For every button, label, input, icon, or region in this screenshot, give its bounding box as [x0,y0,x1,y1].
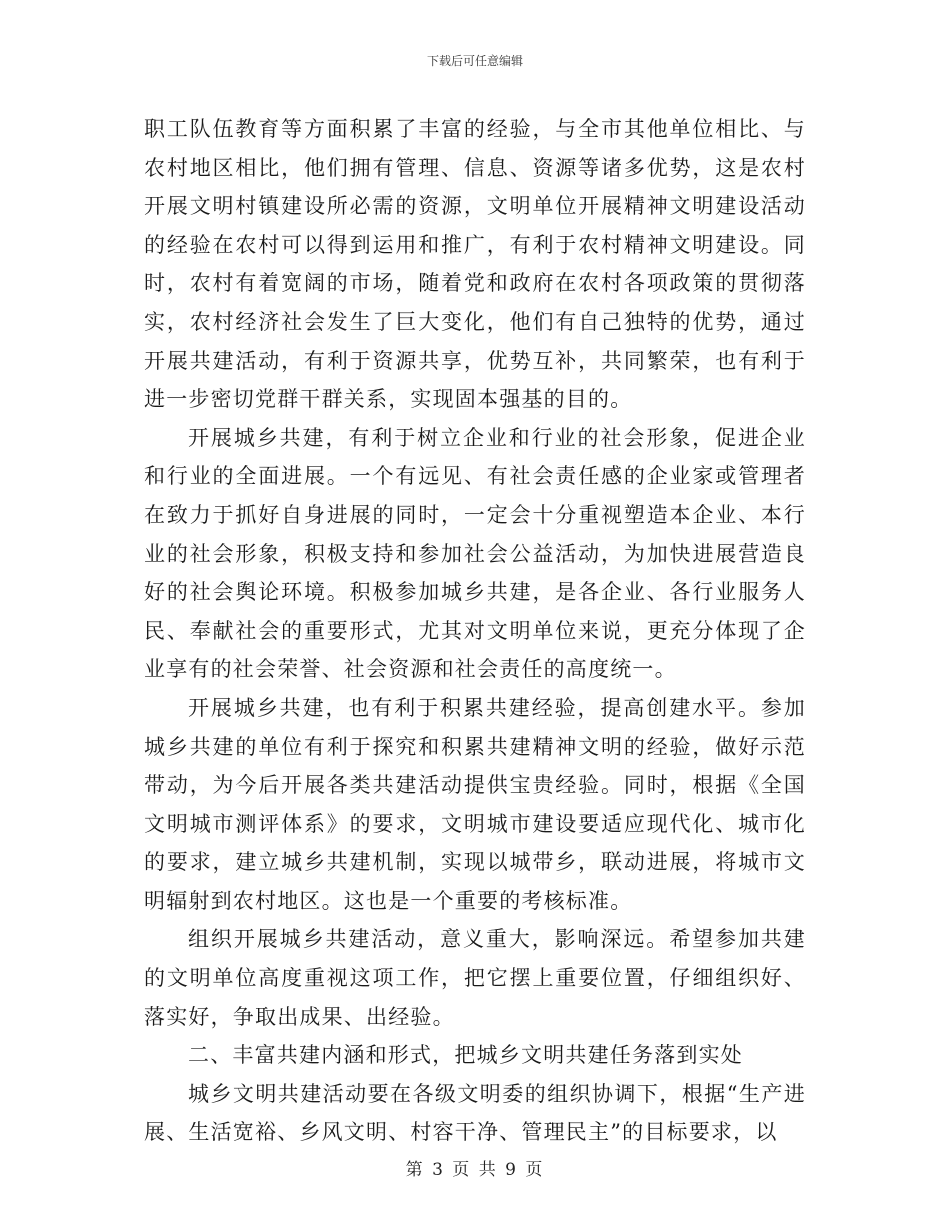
section-heading: 二、丰富共建内涵和形式，把城乡文明共建任务落到实处 [188,1043,743,1068]
paragraph: 开展城乡共建，也有利于积累共建经验，提高创建水平。参加城乡共建的单位有利于探究和积累共建精神文明的经验，做好示范带动，为今后开展各类共建活动提供宝贵经验。同时，根据《全国文明城市测评体系》的要求，文明城市建设要适应现代化、城市化的要求，建立城乡共建机制，实现以城带乡，联动进展，将城市文明辐射到农村地区。这也是一个重要的考核标准。 [144,695,806,913]
paragraph-continued: 职工队伍教育等方面积累了丰富的经验，与全市其他单位相比、与农村地区相比，他们拥有管理、信息、资源等诸多优势，这是农村开展文明村镇建设所必需的资源，文明单位开展精神文明建设活动的经验在农村可以得到运用和推广，有利于农村精神文明建设。同时，农村有着宽阔的市场，随着党和政府在农村各项政策的贯彻落实，农村经济社会发生了巨大变化，他们有自己独特的优势，通过开展共建活动，有利于资源共享，优势互补，共同繁荣，也有利于进一步密切党群干群关系，实现固本强基的目的。 [144,117,806,412]
paragraph: 开展城乡共建，有利于树立企业和行业的社会形象，促进企业和行业的全面进展。一个有远见、有社会责任感的企业家或管理者在致力于抓好自身进展的同时，一定会十分重视塑造本企业、本行业的社会形象，积极支持和参加社会公益活动，为加快进展营造良好的社会舆论环境。积极参加城乡共建，是各企业、各行业服务人民、奉献社会的重要形式，尤其对文明单位来说，更充分体现了企业享有的社会荣誉、社会资源和社会责任的高度统一。 [144,425,806,682]
paragraph: 组织开展城乡共建活动，意义重大，影响深远。希望参加共建的文明单位高度重视这项工作，把它摆上重要位置，仔细组织好、落实好，争取出成果、出经验。 [144,927,806,1029]
document-body [144,110,806,1152]
paragraph: 城乡文明共建活动要在各级文明委的组织协调下，根据“生产进展、生活宽裕、乡风文明、村容干净、管理民主”的目标要求，以 [144,1081,806,1145]
page-number-footer: 第 3 页 共 9 页 [405,1160,545,1180]
page-header: 下载后可任意编辑 [426,54,523,68]
